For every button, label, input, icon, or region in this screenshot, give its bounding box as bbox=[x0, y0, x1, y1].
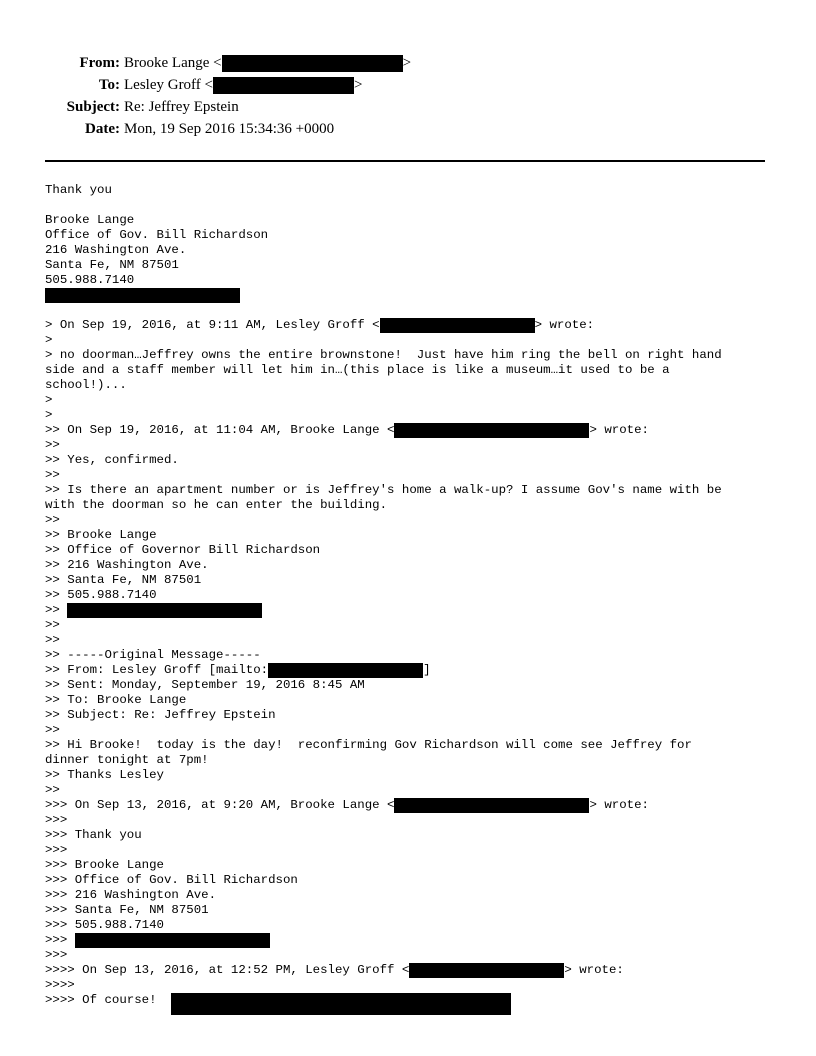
redaction-block bbox=[222, 55, 403, 72]
quote-line: >> Hi Brooke! today is the day! reconfirming Gov Richardson will come see Jeffrey for bbox=[45, 738, 692, 752]
from-close: > bbox=[402, 55, 412, 71]
quote-line: >> bbox=[45, 468, 60, 482]
quote-intro: >>> On Sep 13, 2016, at 9:20 AM, Brooke Lange < > wrote: bbox=[45, 798, 649, 812]
quote-line: >> Yes, confirmed. bbox=[45, 453, 179, 467]
to-close: > bbox=[354, 77, 363, 93]
quote-line: >>> Thank you bbox=[45, 828, 142, 842]
to-label: To: bbox=[98, 77, 120, 93]
redacted-line bbox=[45, 288, 770, 303]
signature-line: >> Santa Fe, NM 87501 bbox=[45, 573, 202, 587]
subject-label: Subject: bbox=[66, 99, 120, 115]
quote-line: > bbox=[45, 408, 53, 422]
date-value: Mon, 19 Sep 2016 15:34:36 +0000 bbox=[124, 121, 335, 137]
redaction-block bbox=[45, 288, 240, 303]
blank-line bbox=[45, 198, 770, 213]
quote-line: > no doorman…Jeffrey owns the entire brownstone! Just have him ring the bell on right hand bbox=[45, 348, 722, 362]
quote-intro: > On Sep 19, 2016, at 9:11 AM, Lesley Groff < > wrote: bbox=[45, 318, 595, 332]
quote-line: with the doorman so he can enter the building. bbox=[45, 498, 388, 512]
signature-line: >> Brooke Lange bbox=[45, 528, 157, 542]
quote-line: >> bbox=[45, 783, 60, 797]
redaction-block bbox=[268, 663, 423, 678]
subject-value: Re: Jeffrey Epstein bbox=[124, 99, 239, 115]
quote-line: >>>> bbox=[45, 978, 75, 992]
signature-line: >> 216 Washington Ave. bbox=[45, 558, 209, 572]
from-row bbox=[0, 52, 816, 74]
email-body bbox=[45, 183, 770, 1015]
redaction-block bbox=[394, 423, 589, 438]
quote-line: >> Is there an apartment number or is Jeffrey's home a walk-up? I assume Gov's name with be bbox=[45, 483, 722, 497]
signature-line: >>> 505.988.7140 bbox=[45, 918, 164, 932]
redaction-block bbox=[67, 603, 262, 618]
signature-line: >>> Office of Gov. Bill Richardson bbox=[45, 873, 298, 887]
redaction-block bbox=[171, 993, 511, 1015]
redacted-line: >>> bbox=[45, 933, 770, 948]
quote-line: dinner tonight at 7pm! bbox=[45, 753, 209, 767]
signature-line: Santa Fe, NM 87501 bbox=[45, 258, 179, 272]
subject-row bbox=[0, 96, 816, 118]
redaction-block bbox=[75, 933, 270, 948]
email-header bbox=[0, 52, 816, 140]
quote-line: >> bbox=[45, 633, 60, 647]
redacted-line: >> bbox=[45, 603, 770, 618]
quote-line: >>> bbox=[45, 843, 68, 857]
signature-line: >> Office of Governor Bill Richardson bbox=[45, 543, 321, 557]
signature-line: >>> Santa Fe, NM 87501 bbox=[45, 903, 209, 917]
quote-intro: >> On Sep 19, 2016, at 11:04 AM, Brooke Lange < > wrote: bbox=[45, 423, 649, 437]
signature-line: >>> 216 Washington Ave. bbox=[45, 888, 217, 902]
signature-line: >> 505.988.7140 bbox=[45, 588, 157, 602]
quote-line: school!)... bbox=[45, 378, 127, 392]
redaction-block bbox=[394, 798, 589, 813]
body-line: Thank you bbox=[45, 183, 112, 197]
redaction-block bbox=[380, 318, 535, 333]
signature-line: Brooke Lange bbox=[45, 213, 135, 227]
redaction-block bbox=[213, 77, 354, 94]
redaction-block bbox=[409, 963, 564, 978]
header-divider bbox=[45, 160, 765, 162]
quote-line: side and a staff member will let him in…(this place is like a museum…it used to be a bbox=[45, 363, 670, 377]
quote-line: >> bbox=[45, 618, 60, 632]
quote-line: >> bbox=[45, 723, 60, 737]
blank-line bbox=[45, 303, 770, 318]
signature-line: Office of Gov. Bill Richardson bbox=[45, 228, 269, 242]
quote-line: >> From: Lesley Groff [mailto: ] bbox=[45, 663, 431, 677]
quote-line: > bbox=[45, 393, 53, 407]
quote-line: >> Thanks Lesley bbox=[45, 768, 164, 782]
quote-line: > bbox=[45, 333, 53, 347]
quote-line: >> bbox=[45, 513, 60, 527]
quote-intro: >>>> On Sep 13, 2016, at 12:52 PM, Lesley Groff < > wrote: bbox=[45, 963, 624, 977]
quote-line: >> To: Brooke Lange bbox=[45, 693, 187, 707]
from-name: Brooke Lange < bbox=[124, 55, 222, 71]
quote-line: >>> bbox=[45, 948, 68, 962]
signature-line: 216 Washington Ave. bbox=[45, 243, 187, 257]
quote-line: >> Sent: Monday, September 19, 2016 8:45 AM bbox=[45, 678, 365, 692]
to-row bbox=[0, 74, 816, 96]
from-label: From: bbox=[79, 55, 120, 71]
signature-line: 505.988.7140 bbox=[45, 273, 135, 287]
quote-line: >> bbox=[45, 438, 60, 452]
quote-line: >>>> Of course! bbox=[45, 993, 770, 1015]
signature-line: >>> Brooke Lange bbox=[45, 858, 164, 872]
date-label: Date: bbox=[85, 121, 120, 137]
quote-line: >> -----Original Message----- bbox=[45, 648, 261, 662]
quote-line: >> Subject: Re: Jeffrey Epstein bbox=[45, 708, 276, 722]
quote-line: >>> bbox=[45, 813, 68, 827]
to-name: Lesley Groff < bbox=[124, 77, 213, 93]
date-row bbox=[0, 118, 816, 140]
